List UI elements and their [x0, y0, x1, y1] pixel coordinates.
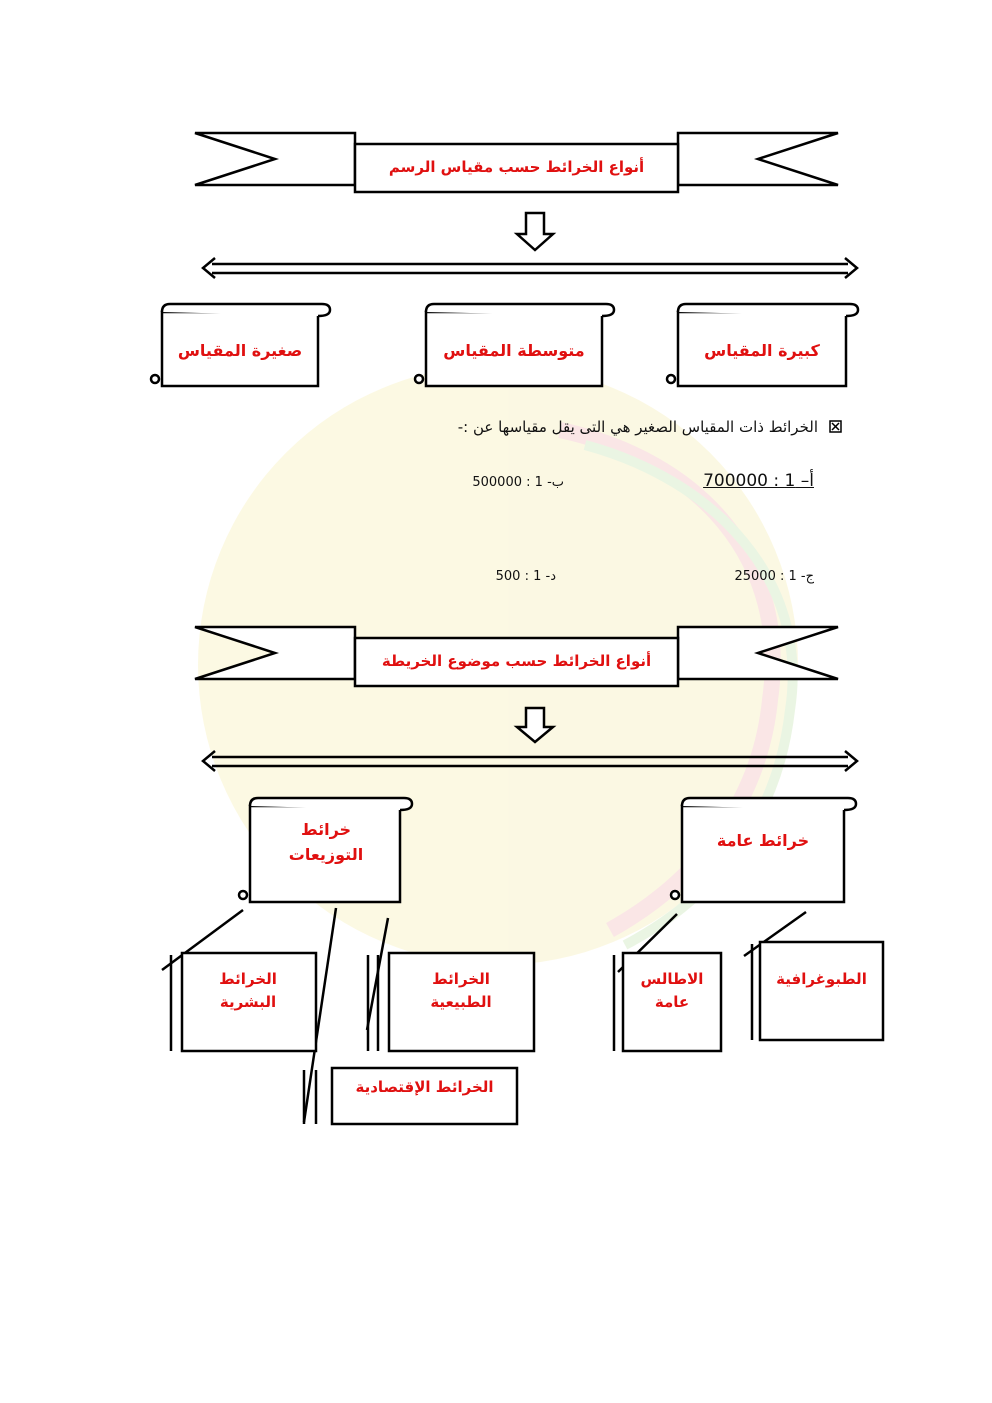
type-large-scale: كبيرة المقياس	[704, 340, 820, 360]
general-atlases: الاطالس عامة	[640, 969, 704, 1011]
banner-title-topic: أنواع الخرائط حسب موضوع الخريطة	[381, 652, 652, 671]
question-text: الخرائط ذات المقياس الصغير هي التى يقل مقياسها عن :-	[457, 418, 818, 436]
option-b: ب- 1 : 500000	[472, 475, 564, 490]
topographic-maps: الطبوغرافية	[776, 970, 867, 989]
down-arrow-icon	[517, 213, 553, 250]
natural-maps: الخرائط الطبيعية	[430, 969, 492, 1011]
option-d: د- 1 : 500	[495, 569, 556, 584]
type-small-scale: صغيرة المقياس	[177, 340, 303, 360]
double-arrow-line	[203, 258, 857, 278]
type-medium-scale: متوسطة المقياس	[443, 340, 585, 360]
checkbox-icon	[830, 421, 841, 432]
distribution-maps: خرائط التوزيعات	[288, 820, 364, 864]
option-a: أ– 1 : 700000	[703, 471, 814, 491]
human-maps: الخرائط البشرية	[219, 969, 277, 1011]
option-c: ج- 1 : 25000	[734, 569, 814, 584]
general-maps: خرائط عامة	[716, 830, 810, 850]
banner-title-scale: أنواع الخرائط حسب مقياس الرسم	[388, 158, 645, 177]
economic-maps: الخرائط الإقتصادية	[355, 1078, 494, 1097]
